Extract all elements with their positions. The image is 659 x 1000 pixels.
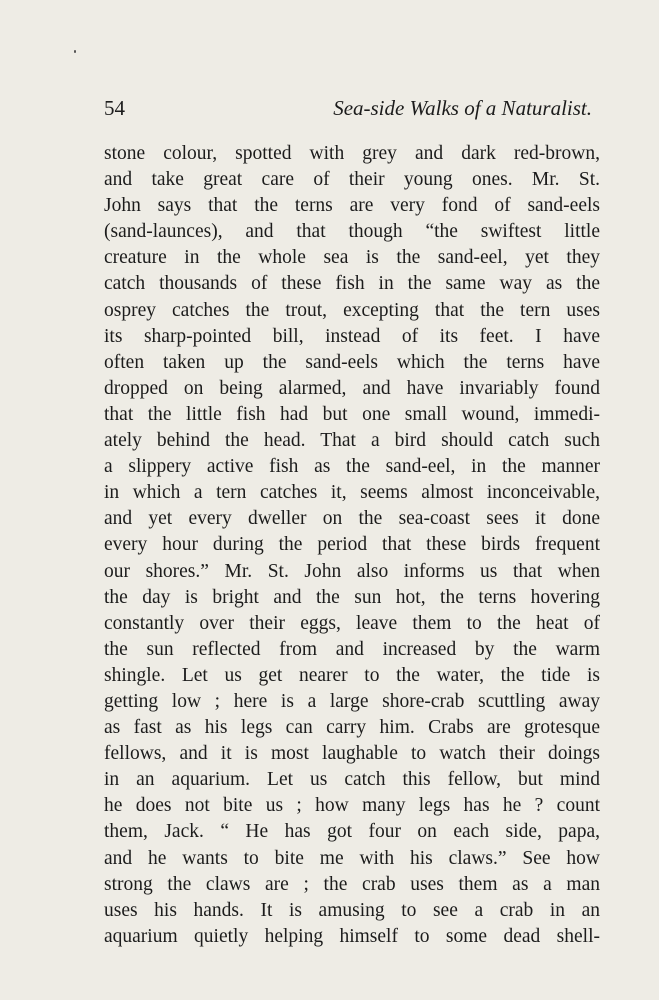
text-line: (sand-launces), and that though “the swiftest little bbox=[104, 221, 600, 243]
text-line: our shores.” Mr. St. John also informs us that when bbox=[104, 560, 600, 582]
text-line: a slippery active fish as the sand-eel, in the manner bbox=[104, 456, 600, 478]
text-line: them, Jack. “ He has got four on each side, papa, bbox=[104, 821, 600, 843]
text-line: that the little fish had but one small wound, immedi- bbox=[104, 403, 600, 425]
page-number: 54 bbox=[104, 96, 125, 120]
text-line: catch thousands of these fish in the same way as the bbox=[104, 273, 600, 295]
text-line: the day is bright and the sun hot, the terns hovering bbox=[104, 586, 600, 608]
text-line: often taken up the sand-eels which the terns have bbox=[104, 351, 600, 373]
text-line: in an aquarium. Let us catch this fellow, but mind bbox=[104, 769, 600, 791]
text-line: as fast as his legs can carry him. Crabs are grotesque bbox=[104, 717, 600, 739]
text-line: dropped on being alarmed, and have invariably found bbox=[104, 377, 600, 399]
text-line: the sun reflected from and increased by the warm bbox=[104, 638, 600, 660]
text-line: stone colour, spotted with grey and dark red-brown, bbox=[104, 143, 600, 164]
text-line: every hour during the period that these birds frequent bbox=[104, 534, 600, 556]
text-line: uses his hands. It is amusing to see a crab in an bbox=[104, 899, 600, 921]
running-title: Sea-side Walks of a Naturalist. bbox=[333, 96, 592, 120]
text-line: in which a tern catches it, seems almost inconceivable, bbox=[104, 482, 600, 504]
text-line: osprey catches the trout, excepting that the tern uses bbox=[104, 299, 600, 321]
text-line: its sharp-pointed bill, instead of its feet. I have bbox=[104, 325, 600, 347]
paper-speck bbox=[74, 50, 76, 53]
page-header bbox=[104, 96, 592, 130]
text-line: shingle. Let us get nearer to the water, the tide is bbox=[104, 664, 600, 686]
text-line: ately behind the head. That a bird should catch such bbox=[104, 430, 600, 452]
text-line: strong the claws are ; the crab uses them as a man bbox=[104, 873, 600, 895]
text-line: he does not bite us ; how many legs has he ? count bbox=[104, 795, 600, 817]
text-line: fellows, and it is most laughable to watch their doings bbox=[104, 743, 600, 765]
text-line: constantly over their eggs, leave them to the heat of bbox=[104, 612, 600, 634]
text-line: aquarium quietly helping himself to some dead shell- bbox=[104, 925, 600, 947]
body-text bbox=[104, 141, 600, 950]
text-line: creature in the whole sea is the sand-eel, yet they bbox=[104, 247, 600, 269]
text-line: John says that the terns are very fond of sand-eels bbox=[104, 195, 600, 217]
text-line: and take great care of their young ones. Mr. St. bbox=[104, 169, 600, 191]
text-line: and he wants to bite me with his claws.” See how bbox=[104, 847, 600, 869]
text-line: and yet every dweller on the sea-coast sees it done bbox=[104, 508, 600, 530]
text-line: getting low ; here is a large shore-crab scuttling away bbox=[104, 690, 600, 712]
